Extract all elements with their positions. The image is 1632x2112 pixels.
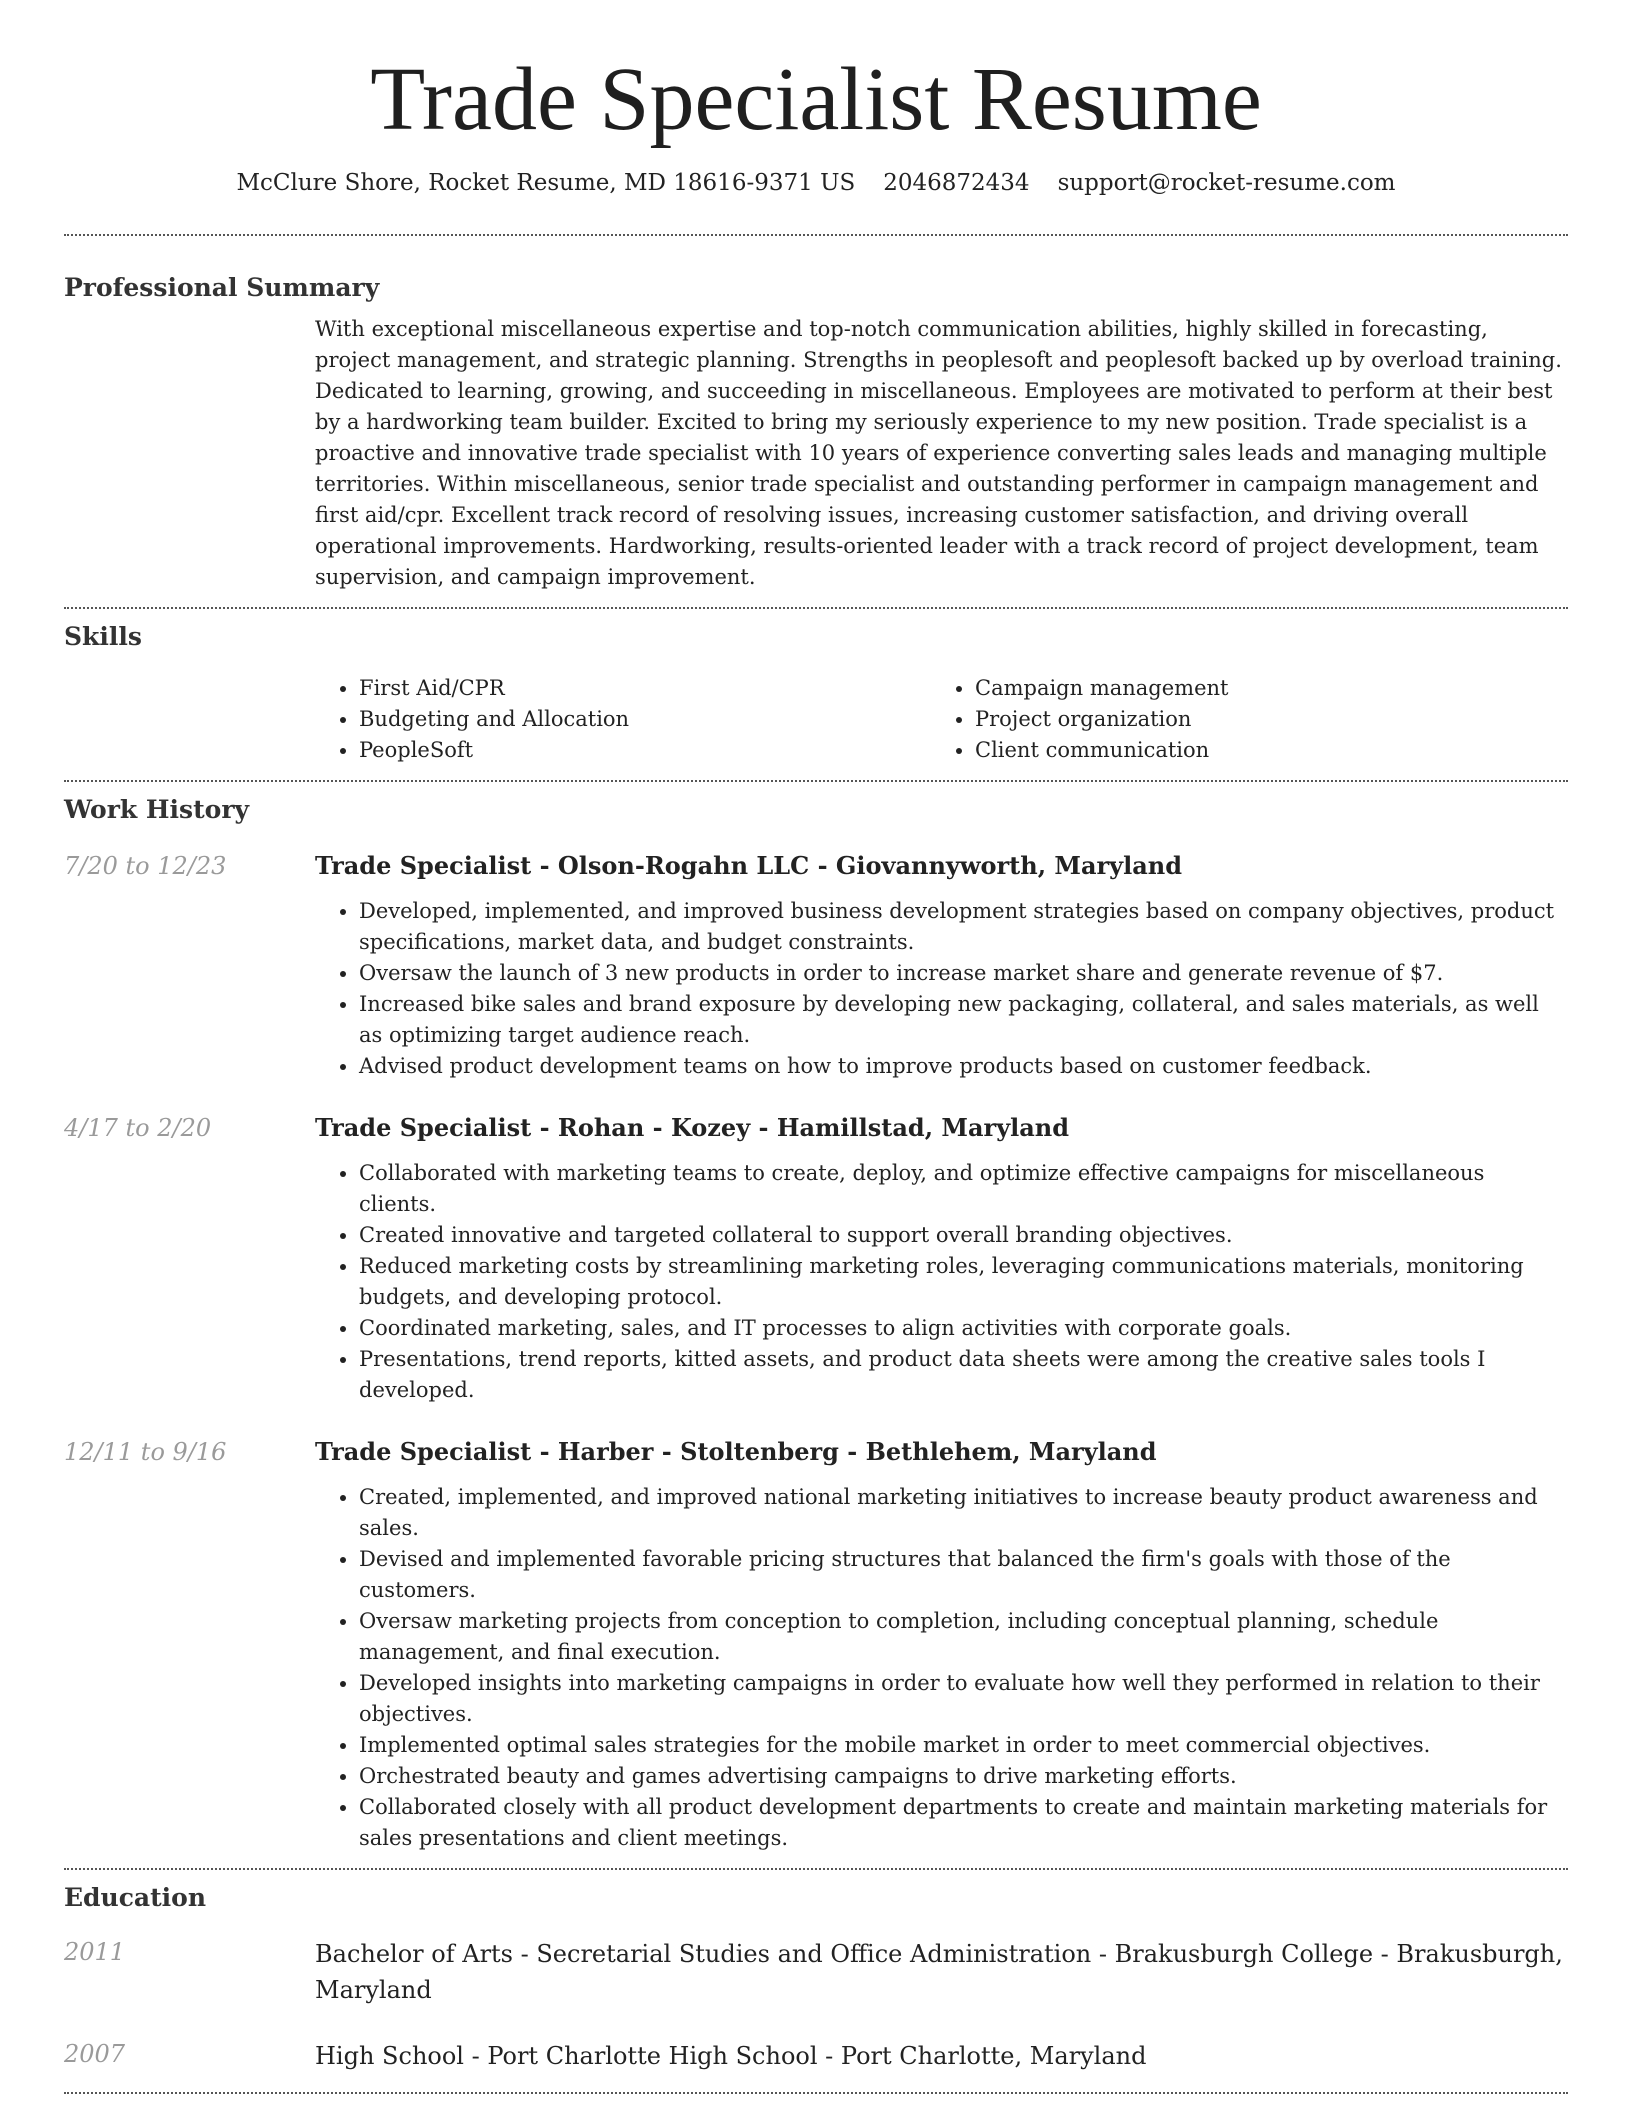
job-bullets xyxy=(315,1482,1568,1854)
job-dates: 12/11 to 9/16 xyxy=(64,1438,227,1466)
education-year: 2011 xyxy=(64,1938,126,1966)
education-title xyxy=(315,1936,1568,2008)
contact-email: support@rocket-resume.com xyxy=(1057,170,1396,196)
job-dates: 4/17 to 2/20 xyxy=(64,1114,212,1142)
education-section xyxy=(64,1870,1568,2074)
resume-header xyxy=(64,0,1568,198)
skill-item: • Campaign management xyxy=(975,673,1547,704)
education-degree: Bachelor of Arts - Secretarial Studies and Office Administration xyxy=(315,1940,1092,1968)
job-bullets xyxy=(315,1158,1568,1406)
job-title: Trade Specialist - Rohan - Kozey - Hamillstad, Maryland xyxy=(315,1113,1070,1142)
job-bullet: • Oversaw the launch of 3 new products in order to increase market share and generate revenue of $7. xyxy=(359,958,1568,989)
work-heading: Work History xyxy=(64,795,250,824)
skills-list xyxy=(315,673,1568,766)
job-bullet: • Increased bike sales and brand exposure by developing new packaging, collateral, and sales materials, as well as optimizing target audience reach. xyxy=(359,989,1568,1051)
job-bullet: • Developed insights into marketing campaigns in order to evaluate how well they performed in relation to their objectives. xyxy=(359,1668,1568,1730)
resume-title: Trade Specialist Resume xyxy=(370,50,1262,149)
skill-item: • Budgeting and Allocation xyxy=(359,704,931,735)
skills-column-2 xyxy=(931,673,1547,766)
job-bullet: • Coordinated marketing, sales, and IT processes to align activities with corporate goals. xyxy=(359,1313,1568,1344)
job-title: Trade Specialist - Harber - Stoltenberg - Bethlehem, Maryland xyxy=(315,1437,1157,1466)
contact-address: McClure Shore, Rocket Resume, MD 18616-9371 US xyxy=(236,170,856,196)
education-year: 2007 xyxy=(64,2040,126,2068)
job-bullet: • Reduced marketing costs by streamlining marketing roles, leveraging communications materials, monitoring budgets, and developing protocol. xyxy=(359,1251,1568,1313)
job-entry xyxy=(64,850,1568,1082)
education-degree: High School xyxy=(315,2042,464,2070)
skill-item: • Project organization xyxy=(975,704,1547,735)
summary-section xyxy=(64,236,1568,593)
job-bullet: • Implemented optimal sales strategies for the mobile market in order to meet commercial objectives. xyxy=(359,1730,1568,1761)
education-heading: Education xyxy=(64,1883,207,1912)
work-section xyxy=(64,782,1568,1854)
job-bullets xyxy=(315,896,1568,1082)
job-entry xyxy=(64,1112,1568,1406)
skills-column-1 xyxy=(315,673,931,766)
job-bullet: • Orchestrated beauty and games advertising campaigns to drive marketing efforts. xyxy=(359,1761,1568,1792)
job-bullet: • Collaborated closely with all product development departments to create and maintain marketing materials for sales presentations and client meetings. xyxy=(359,1792,1568,1854)
job-bullet: • Oversaw marketing projects from conception to completion, including conceptual planning, schedule management, and final execution. xyxy=(359,1606,1568,1668)
summary-text: With exceptional miscellaneous expertise and top-notch communication abilities, highly skilled in forecasting, project management, and strategic planning. Strengths in peoplesoft and peoplesoft backed up by overload training. Dedicated to learning, growing, and succeeding in miscellaneous. Employees are motivated to perform at their best by a hardworking team builder. Excited to bring my seriously experience to my new position. Trade specialist is a proactive and innovative trade specialist with 10 years of experience converting sales leads and managing multiple territories. Within miscellaneous, senior trade specialist and outstanding performer in campaign management and first aid/cpr. Excellent track record of resolving issues, increasing customer satisfaction, and driving overall operational improvements. Hardworking, results-oriented leader with a track record of project development, team supervision, and campaign improvement. xyxy=(315,317,1562,589)
job-bullet: • Created innovative and targeted collateral to support overall branding objectives. xyxy=(359,1220,1568,1251)
job-bullet: • Developed, implemented, and improved business development strategies based on company objectives, product specifications, market data, and budget constraints. xyxy=(359,896,1568,958)
skill-item: • First Aid/CPR xyxy=(359,673,931,704)
job-entry xyxy=(64,1436,1568,1854)
job-dates: 7/20 to 12/23 xyxy=(64,852,227,880)
education-entry xyxy=(64,2038,1568,2074)
education-entry xyxy=(64,1936,1568,2008)
education-school: - Port Charlotte High School - Port Charlotte, Maryland xyxy=(463,2042,1147,2070)
skill-item: • Client communication xyxy=(975,735,1547,766)
job-bullet: • Devised and implemented favorable pricing structures that balanced the firm's goals with those of the customers. xyxy=(359,1544,1568,1606)
skills-heading: Skills xyxy=(64,622,142,651)
education-school: - Brakusburgh College - Brakusburgh, Maryland xyxy=(315,1940,1563,2004)
job-bullet: • Created, implemented, and improved national marketing initiatives to increase beauty product awareness and sales. xyxy=(359,1482,1568,1544)
contact-line xyxy=(64,168,1568,198)
contact-phone: 2046872434 xyxy=(883,170,1030,196)
job-bullet: • Advised product development teams on how to improve products based on customer feedback. xyxy=(359,1051,1568,1082)
education-title xyxy=(315,2038,1568,2074)
job-bullet: • Collaborated with marketing teams to create, deploy, and optimize effective campaigns for miscellaneous clients. xyxy=(359,1158,1568,1220)
job-bullet: • Presentations, trend reports, kitted assets, and product data sheets were among the creative sales tools I developed. xyxy=(359,1344,1568,1406)
education-divider xyxy=(64,2092,1568,2094)
skills-section xyxy=(64,609,1568,766)
summary-heading: Professional Summary xyxy=(64,273,380,302)
job-title: Trade Specialist - Olson-Rogahn LLC - Giovannyworth, Maryland xyxy=(315,851,1183,880)
skill-item: • PeopleSoft xyxy=(359,735,931,766)
